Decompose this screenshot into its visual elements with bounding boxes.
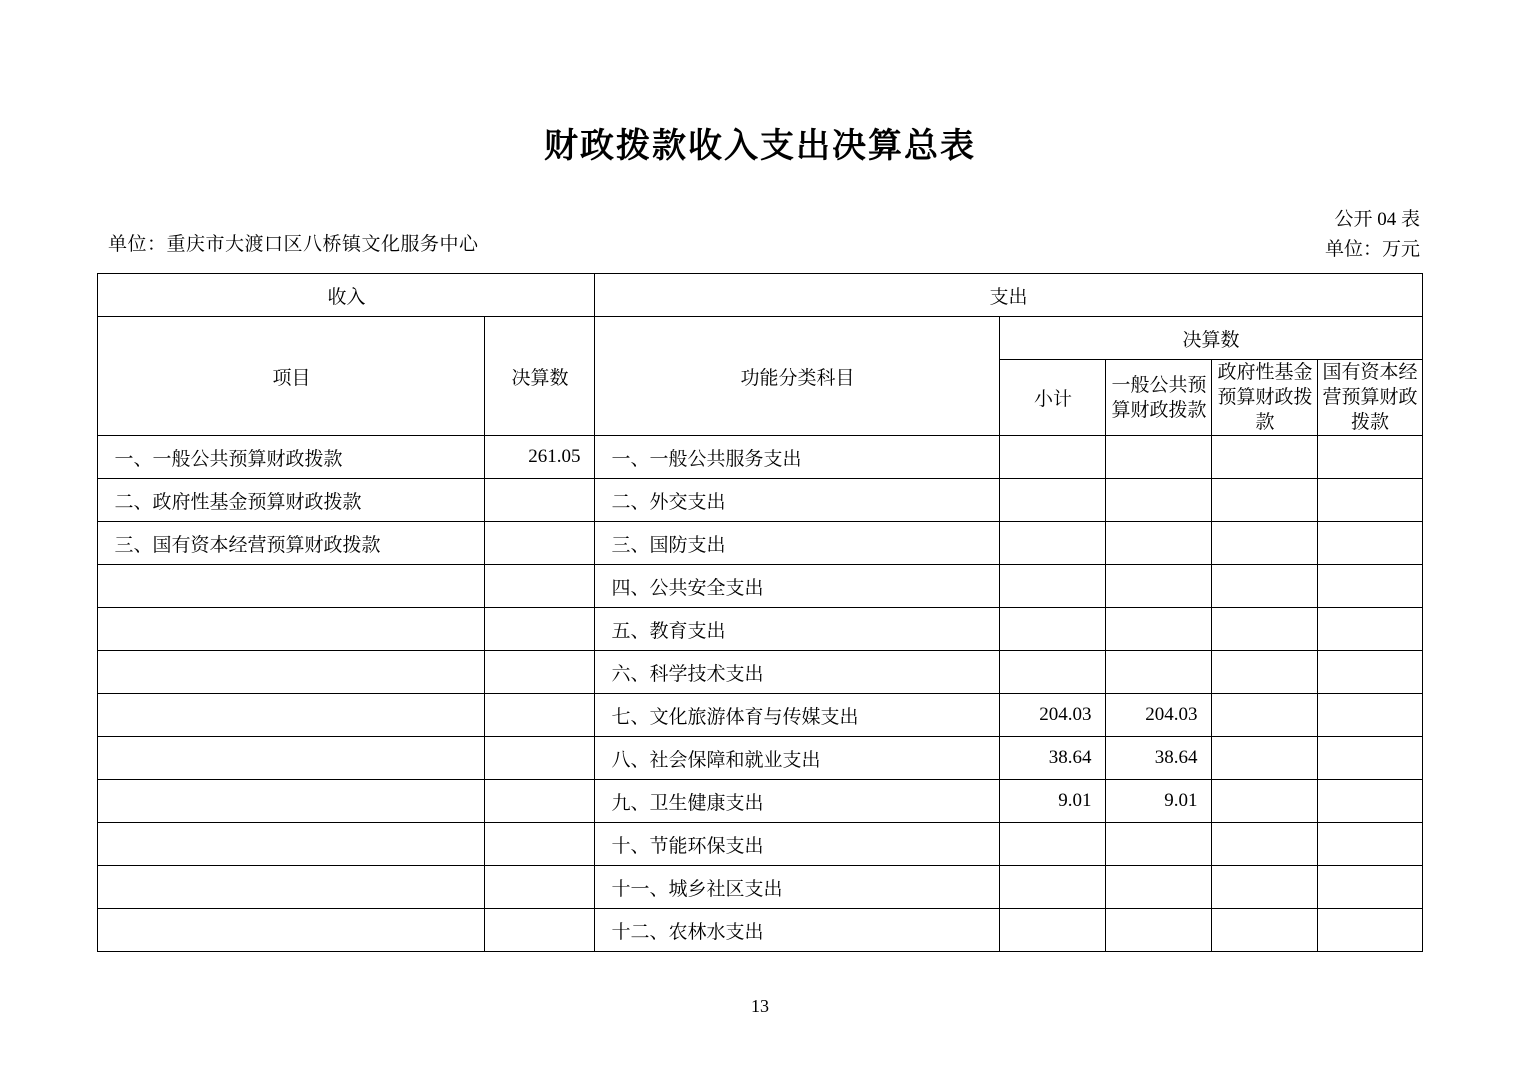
income-value — [485, 780, 595, 823]
expenditure-subject: 十一、城乡社区支出 — [595, 866, 1000, 909]
expenditure-fund — [1212, 780, 1318, 823]
income-value — [485, 565, 595, 608]
table-row — [98, 436, 1422, 479]
expenditure-general — [1106, 909, 1212, 952]
expenditure-capital — [1318, 479, 1422, 522]
expenditure-fund — [1212, 436, 1318, 479]
expenditure-capital — [1318, 651, 1422, 694]
expenditure-fund — [1212, 479, 1318, 522]
expenditure-fund — [1212, 608, 1318, 651]
table-row — [98, 651, 1422, 694]
expenditure-subtotal — [1000, 651, 1106, 694]
income-value — [485, 479, 595, 522]
income-value — [485, 694, 595, 737]
expenditure-general — [1106, 651, 1212, 694]
expenditure-general: 38.64 — [1106, 737, 1212, 780]
table-row — [98, 522, 1422, 565]
header-gov-fund-budget: 政府性基金预算财政拨款 — [1212, 360, 1318, 436]
table-row — [98, 608, 1422, 651]
header-general-public-budget: 一般公共预算财政拨款 — [1106, 360, 1212, 436]
table-row — [98, 479, 1422, 522]
expenditure-capital — [1318, 565, 1422, 608]
meta-row — [0, 205, 1520, 265]
income-item — [98, 608, 485, 651]
table-row — [98, 866, 1422, 909]
expenditure-subtotal — [1000, 522, 1106, 565]
expenditure-subject: 二、外交支出 — [595, 479, 1000, 522]
expenditure-subtotal — [1000, 479, 1106, 522]
expenditure-subject: 七、文化旅游体育与传媒支出 — [595, 694, 1000, 737]
expenditure-subtotal — [1000, 866, 1106, 909]
expenditure-general — [1106, 823, 1212, 866]
page-title: 财政拨款收入支出决算总表 — [544, 127, 976, 165]
header-final-group: 决算数 — [1000, 317, 1422, 360]
expenditure-fund — [1212, 694, 1318, 737]
expenditure-capital — [1318, 737, 1422, 780]
header-expenditure-group: 支出 — [595, 274, 1422, 317]
header-income-item: 项目 — [98, 317, 485, 436]
expenditure-capital — [1318, 608, 1422, 651]
income-item — [98, 866, 485, 909]
expenditure-capital — [1318, 694, 1422, 737]
expenditure-subject: 十二、农林水支出 — [595, 909, 1000, 952]
expenditure-capital — [1318, 909, 1422, 952]
expenditure-capital — [1318, 866, 1422, 909]
expenditure-subject: 六、科学技术支出 — [595, 651, 1000, 694]
expenditure-capital — [1318, 780, 1422, 823]
income-value — [485, 909, 595, 952]
expenditure-subtotal: 204.03 — [1000, 694, 1106, 737]
header-function-subject: 功能分类科目 — [595, 317, 1000, 436]
table-row — [98, 694, 1422, 737]
header-income-group: 收入 — [98, 274, 595, 317]
expenditure-fund — [1212, 909, 1318, 952]
expenditure-subject: 一、一般公共服务支出 — [595, 436, 1000, 479]
expenditure-general — [1106, 565, 1212, 608]
expenditure-subtotal: 9.01 — [1000, 780, 1106, 823]
income-value — [485, 651, 595, 694]
unit-measure: 单位：万元 — [1324, 239, 1420, 260]
table-body — [98, 436, 1422, 952]
expenditure-general — [1106, 479, 1212, 522]
income-item: 三、国有资本经营预算财政拨款 — [98, 522, 485, 565]
table-row — [98, 909, 1422, 952]
expenditure-fund — [1212, 866, 1318, 909]
expenditure-subject: 四、公共安全支出 — [595, 565, 1000, 608]
page-number: 13 — [751, 996, 769, 1016]
expenditure-subtotal — [1000, 608, 1106, 651]
expenditure-subtotal — [1000, 436, 1106, 479]
expenditure-subtotal: 38.64 — [1000, 737, 1106, 780]
expenditure-fund — [1212, 522, 1318, 565]
expenditure-subject: 十、节能环保支出 — [595, 823, 1000, 866]
expenditure-general: 9.01 — [1106, 780, 1212, 823]
expenditure-general — [1106, 608, 1212, 651]
income-item — [98, 909, 485, 952]
income-item — [98, 780, 485, 823]
expenditure-subject: 五、教育支出 — [595, 608, 1000, 651]
expenditure-fund — [1212, 565, 1318, 608]
expenditure-subtotal — [1000, 823, 1106, 866]
income-value — [485, 823, 595, 866]
expenditure-fund — [1212, 737, 1318, 780]
table-row — [98, 565, 1422, 608]
income-value — [485, 866, 595, 909]
income-item: 二、政府性基金预算财政拨款 — [98, 479, 485, 522]
income-item — [98, 823, 485, 866]
income-value: 261.05 — [485, 436, 595, 479]
expenditure-general — [1106, 866, 1212, 909]
meta-right-block — [1325, 205, 1420, 265]
expenditure-capital — [1318, 823, 1422, 866]
table-header-row-group — [98, 274, 1422, 317]
income-item — [98, 694, 485, 737]
budget-table — [97, 273, 1422, 952]
income-item — [98, 565, 485, 608]
income-item: 一、一般公共预算财政拨款 — [98, 436, 485, 479]
expenditure-fund — [1212, 823, 1318, 866]
income-value — [485, 522, 595, 565]
header-state-capital-budget: 国有资本经营预算财政拨款 — [1318, 360, 1422, 436]
expenditure-fund — [1212, 651, 1318, 694]
table-row — [98, 780, 1422, 823]
income-value — [485, 737, 595, 780]
unit-name: 单位：重庆市大渡口区八桥镇文化服务中心 — [108, 234, 479, 255]
header-subtotal: 小计 — [1000, 360, 1106, 436]
expenditure-capital — [1318, 436, 1422, 479]
expenditure-subtotal — [1000, 565, 1106, 608]
expenditure-subject: 三、国防支出 — [595, 522, 1000, 565]
expenditure-subject: 九、卫生健康支出 — [595, 780, 1000, 823]
income-value — [485, 608, 595, 651]
table-row — [98, 823, 1422, 866]
expenditure-subtotal — [1000, 909, 1106, 952]
income-item — [98, 651, 485, 694]
table-row — [98, 737, 1422, 780]
expenditure-general: 204.03 — [1106, 694, 1212, 737]
expenditure-subject: 八、社会保障和就业支出 — [595, 737, 1000, 780]
income-item — [98, 737, 485, 780]
expenditure-capital — [1318, 522, 1422, 565]
header-income-final: 决算数 — [485, 317, 595, 436]
expenditure-general — [1106, 522, 1212, 565]
table-header-row-sub — [98, 317, 1422, 360]
expenditure-general — [1106, 436, 1212, 479]
form-code: 公开 04 表 — [1334, 209, 1420, 230]
